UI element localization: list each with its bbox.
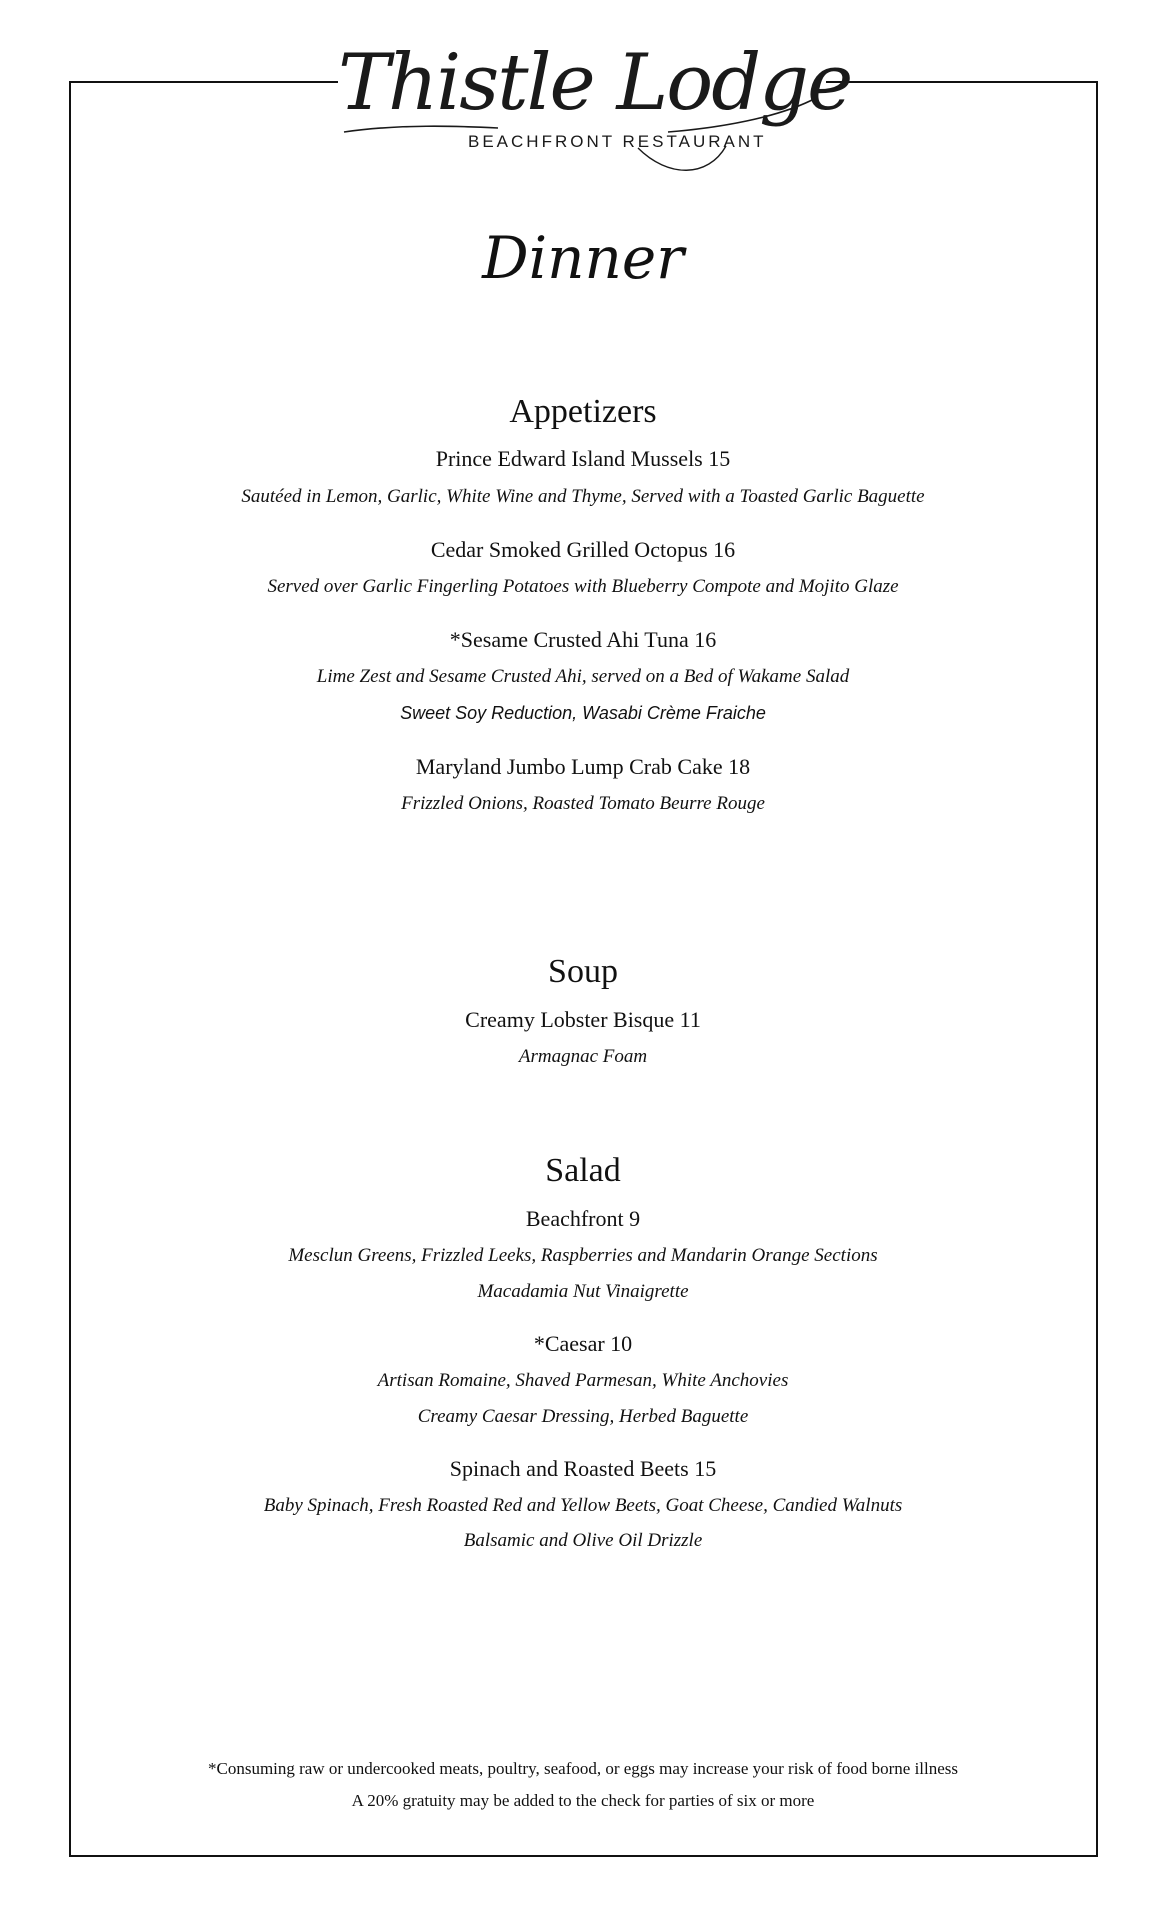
menu-item-description: Macadamia Nut Vinaigrette	[477, 1281, 689, 1302]
menu-item-description: Artisan Romaine, Shaved Parmesan, White Anchovies	[377, 1370, 789, 1391]
section-heading-appetizers: Appetizers	[509, 393, 657, 430]
menu-item-description: Sautéed in Lemon, Garlic, White Wine and Thyme, Served with a Toasted Garlic Baguette	[241, 486, 925, 507]
menu-item-description: Baby Spinach, Fresh Roasted Red and Yellow Beets, Goat Cheese, Candied Walnuts	[263, 1495, 903, 1516]
menu-item-name: Cedar Smoked Grilled Octopus 16	[430, 537, 736, 562]
menu-item-description: Mesclun Greens, Frizzled Leeks, Raspberries and Mandarin Orange Sections	[288, 1245, 878, 1266]
logo-wordmark: Thistle Lodge	[338, 38, 852, 128]
menu-title: Dinner	[482, 224, 684, 292]
menu-item-description: Frizzled Onions, Roasted Tomato Beurre Rouge	[401, 793, 765, 814]
section-heading-salad: Salad	[545, 1152, 621, 1189]
menu-item-description: Creamy Caesar Dressing, Herbed Baguette	[417, 1406, 749, 1427]
footer-health-warning: *Consuming raw or undercooked meats, poultry, seafood, or eggs may increase your risk of food borne illness	[207, 1759, 959, 1778]
menu-item-description: Lime Zest and Sesame Crusted Ahi, served on a Bed of Wakame Salad	[316, 666, 850, 687]
section-heading-soup: Soup	[548, 953, 618, 990]
menu-item-description: Balsamic and Olive Oil Drizzle	[463, 1530, 703, 1551]
menu-item-name: Creamy Lobster Bisque 11	[465, 1007, 701, 1032]
menu-item-name: Maryland Jumbo Lump Crab Cake 18	[415, 754, 751, 779]
menu-item-name: Prince Edward Island Mussels 15	[435, 446, 731, 471]
logo-subtitle: BEACHFRONT RESTAURANT	[468, 132, 767, 151]
footer-gratuity-note: A 20% gratuity may be added to the check for parties of six or more	[351, 1791, 815, 1810]
menu-item-name: *Sesame Crusted Ahi Tuna 16	[449, 627, 717, 652]
restaurant-logo	[338, 28, 852, 178]
menu-item-description: Served over Garlic Fingerling Potatoes with Blueberry Compote and Mojito Glaze	[267, 576, 899, 597]
menu-item-description: Armagnac Foam	[518, 1046, 648, 1067]
menu-item-name: *Caesar 10	[533, 1331, 633, 1356]
menu-item-name: Spinach and Roasted Beets 15	[449, 1456, 717, 1481]
menu-item-description: Sweet Soy Reduction, Wasabi Crème Fraiche	[400, 703, 766, 723]
menu-item-name: Beachfront 9	[525, 1206, 641, 1231]
